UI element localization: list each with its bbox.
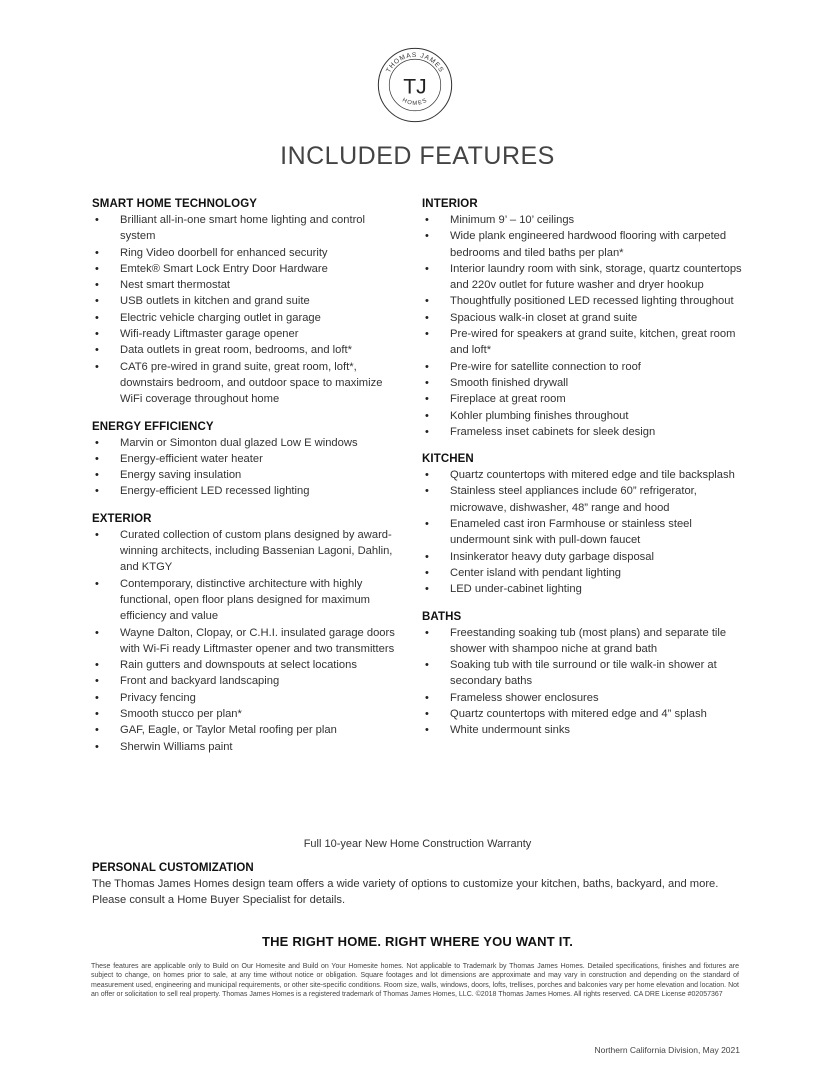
- section-energy-efficiency: [92, 421, 402, 500]
- logo-monogram: TJ: [403, 75, 427, 99]
- section-title: ENERGY EFFICIENCY: [92, 420, 214, 433]
- list-item: • Brilliant all-in-one smart home lighting and control system: [92, 212, 402, 245]
- personal-customization-text: The Thomas James Homes design team offers a wide variety of options to customize your kitchen, baths, backyard, and more. Please consult a Home Buyer Specialist for details.: [92, 878, 719, 906]
- list-item: • Energy saving insulation: [92, 467, 402, 483]
- logo-brand-bottom: HOMES: [401, 97, 429, 107]
- list-item: • Nest smart thermostat: [92, 277, 402, 293]
- logo-brand-top: THOMAS JAMES: [385, 51, 445, 75]
- list-item: • Center island with pendant lighting: [422, 565, 747, 581]
- list-item: • Electric vehicle charging outlet in garage: [92, 310, 402, 326]
- list-item: • Rain gutters and downspouts at select locations: [92, 657, 402, 673]
- list-item: • White undermount sinks: [422, 722, 747, 738]
- list-item: • Emtek® Smart Lock Entry Door Hardware: [92, 261, 402, 277]
- section-title: EXTERIOR: [92, 512, 152, 525]
- list-item: • Energy-efficient water heater: [92, 451, 402, 467]
- section-title: SMART HOME TECHNOLOGY: [92, 198, 258, 210]
- list-item: • USB outlets in kitchen and grand suite: [92, 293, 402, 309]
- list-item: • Wayne Dalton, Clopay, or C.H.I. insulated garage doors with Wi-Fi ready Liftmaster opener and two transmitters: [92, 625, 402, 658]
- list-item: • Quartz countertops with mitered edge and tile backsplash: [422, 467, 747, 483]
- page-title: INCLUDED FEATURES: [280, 142, 555, 170]
- list-item: • Frameless shower enclosures: [422, 690, 747, 706]
- list-item: • Pre-wire for satellite connection to roof: [422, 359, 747, 375]
- list-item: • Minimum 9’ – 10’ ceilings: [422, 212, 747, 228]
- list-item: • LED under-cabinet lighting: [422, 581, 747, 597]
- list-item: • GAF, Eagle, or Taylor Metal roofing per plan: [92, 722, 402, 738]
- list-item: • Privacy fencing: [92, 690, 402, 706]
- list-item: • Sherwin Williams paint: [92, 739, 402, 755]
- list-item: • Data outlets in great room, bedrooms, and loft*: [92, 342, 402, 358]
- tagline: THE RIGHT HOME. RIGHT WHERE YOU WANT IT.: [261, 934, 574, 949]
- list-item: • Frameless inset cabinets for sleek design: [422, 424, 747, 440]
- right-column: [422, 198, 747, 752]
- thomas-james-homes-logo: [376, 46, 454, 124]
- list-item: • Insinkerator heavy duty garbage disposal: [422, 549, 747, 565]
- list-item: • Ring Video doorbell for enhanced security: [92, 245, 402, 261]
- list-item: • Smooth stucco per plan*: [92, 706, 402, 722]
- section-baths: [422, 611, 747, 739]
- section-kitchen: [422, 453, 747, 597]
- left-column: [92, 198, 402, 768]
- section-smart-home: [92, 198, 402, 408]
- list-item: • Fireplace at great room: [422, 391, 747, 407]
- list-item: • Marvin or Simonton dual glazed Low E windows: [92, 435, 402, 451]
- section-interior: [422, 198, 747, 440]
- svg-text:HOMES: [401, 97, 429, 106]
- list-item: • Soaking tub with tile surround or tile walk-in shower at secondary baths: [422, 657, 747, 690]
- list-item: • Contemporary, distinctive architecture with highly functional, open floor plans designed for maximum efficiency and value: [92, 576, 402, 625]
- list-item: • Freestanding soaking tub (most plans) and separate tile shower with shampoo niche at grand bath: [422, 625, 747, 658]
- list-item: • Spacious walk-in closet at grand suite: [422, 310, 747, 326]
- list-item: • Wide plank engineered hardwood flooring with carpeted bedrooms and tiled baths per plan*: [422, 228, 747, 261]
- list-item: • Enameled cast iron Farmhouse or stainless steel undermount sink with pull-down faucet: [422, 516, 747, 549]
- warranty-note: Full 10-year New Home Construction Warranty: [303, 838, 532, 850]
- list-item: • Wifi-ready Liftmaster garage opener: [92, 326, 402, 342]
- section-title: KITCHEN: [422, 453, 474, 466]
- section-exterior: [92, 513, 402, 755]
- list-item: • Front and backyard landscaping: [92, 673, 402, 689]
- list-item: • Curated collection of custom plans designed by award-winning architects, including Bassenian Lagoni, Dahlin, and KTGY: [92, 527, 402, 576]
- list-item: • Kohler plumbing finishes throughout: [422, 408, 747, 424]
- disclaimer: These features are applicable only to Build on Our Homesite and Build on Your Homesite homes. Not applicable to Trademark by Thomas James Homes. Detailed specifications, finishes and fixtures are subject to change, on homes prior to sale, at any time without notice or obligation. Square footages and lot dimensions are approximate and may vary in construction and depending on the standard of measurement used, engineering and municipal requirements, or other site-specific conditions. Room size, walls, windows, doors, lofts, trellises, porches and balconies vary per home elevation and location. Not an offer or solicitation to sell real property. Thomas James Homes is a registered trademark of Thomas James Homes, LLC. ©2018 Thomas James Homes. All rights reserved. CA DRE License #02057367: [91, 963, 739, 998]
- list-item: • Stainless steel appliances include 60” refrigerator, microwave, dishwasher, 48” range and hood: [422, 483, 747, 516]
- division-date: Northern California Division, May 2021: [594, 1045, 740, 1055]
- section-title: BATHS: [422, 610, 462, 623]
- list-item: • Thoughtfully positioned LED recessed lighting throughout: [422, 293, 747, 309]
- list-item: • Quartz countertops with mitered edge and 4” splash: [422, 706, 747, 722]
- section-title: INTERIOR: [422, 198, 478, 210]
- list-item: • Interior laundry room with sink, storage, quartz countertops and 220v outlet for future washer and dryer hookup: [422, 261, 747, 294]
- list-item: • Smooth finished drywall: [422, 375, 747, 391]
- list-item: • Pre-wired for speakers at grand suite, kitchen, great room and loft*: [422, 326, 747, 359]
- list-item: • CAT6 pre-wired in grand suite, great room, loft*, downstairs bedroom, and outdoor space to maximize WiFi coverage throughout home: [92, 359, 402, 408]
- list-item: • Energy-efficient LED recessed lighting: [92, 483, 402, 499]
- personal-customization-title: PERSONAL CUSTOMIZATION: [92, 862, 254, 874]
